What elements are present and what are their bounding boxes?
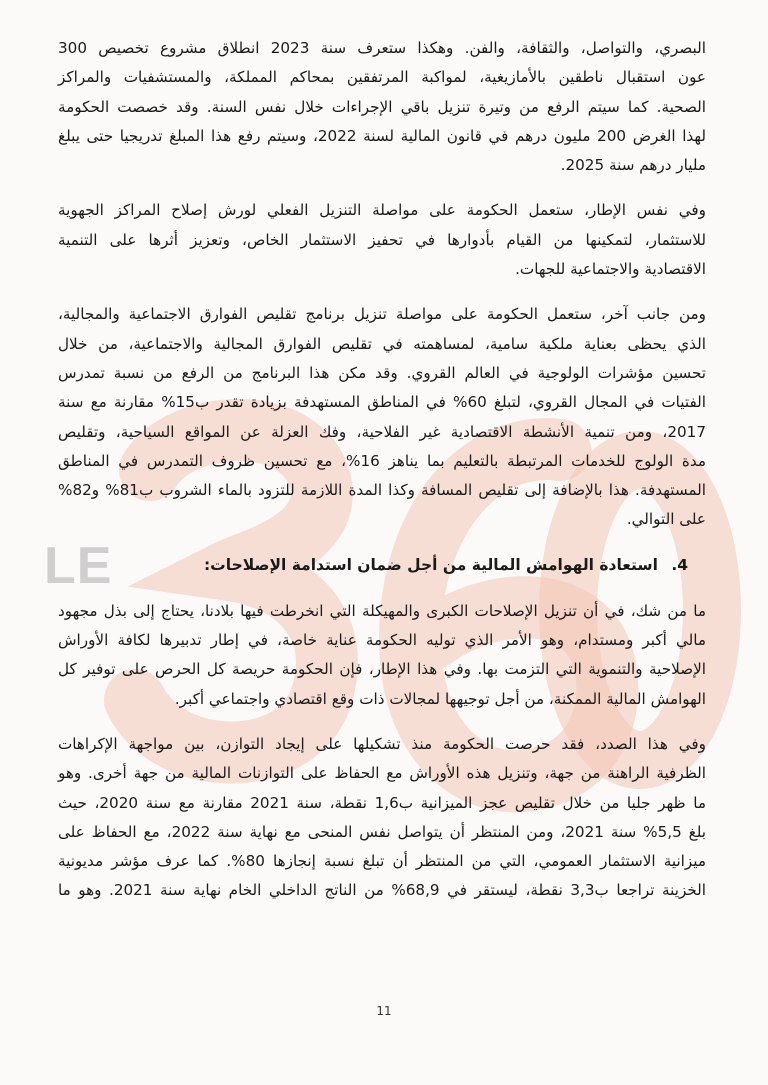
text-line: المستهدفة. هذا بالإضافة إلى تقليص المسافة وكذا المدة اللازمة للتزود بالماء الشروب ب81% و82% [58,481,706,500]
text-line: ما من شك، في أن تنزيل الإصلاحات الكبرى والمهيكلة التي انخرطت فيها بلادنا، يحتاج إلى بذل مجهود [58,601,706,620]
text-line: الخزينة تراجعا ب3,3 نقطة، ليستقر في 68,9% من الناتج الداخلي الخام نهاية سنة 2021. وهو ما [58,881,707,900]
section-heading [58,551,688,579]
text-line: تحسين مؤشرات الولوجية في العالم القروي. وقد مكن هذا البرنامج من الرفع من نسبة تمدرس [58,363,706,382]
paragraph-1 [58,34,706,180]
text-line: الفتيات في المجال القروي، لتبلغ 60% في المناطق المستهدفة بزيادة تقدر ب15% مقارنة مع سنة [58,393,706,412]
text-line: للاستثمار، لتمكينها من القيام بأدوارها في تحفيز الاستثمار الخاص، وتعزيز أثرها على التنمية [58,230,706,249]
watermark-le-text: LE [44,537,113,595]
text-line: عون استقبال ناطقين بالأمازيغية، لمواكبة المرتفقين بمحاكم المملكة، والمستشفيات والمراكز [58,68,706,87]
section-number: 4. [671,555,688,574]
text-line: وفي هذا الصدد، فقد حرصت الحكومة منذ تشكيلها على إيجاد التوازن، بين مواجهة الإكراهات [58,734,706,753]
page-number: 11 [376,1004,392,1018]
text-line: ومن جانب آخر، ستعمل الحكومة على مواصلة تنزيل برنامج تقليص الفوارق الاجتماعية والمجالية، [58,305,706,324]
paragraph-5 [58,730,706,906]
section-title: استعادة الهوامش المالية من أجل ضمان استدامة الإصلاحات: [203,555,658,574]
text-line: الهوامش المالية الممكنة، من أجل توجيهها لمجالات ذات وقع اقتصادي واجتماعي أكبر. [174,689,706,708]
text-line: الاقتصادية والاجتماعية للجهات. [515,260,706,279]
text-line: 2017، ومن تنمية الأنشطة الاقتصادية غير الفلاحية، وفك العزلة عن المواقع السياحية، وتقليص [58,422,706,441]
text-line: بلغ 5,5% سنة 2021، ومن المنتظر أن يتواصل نفس المنحى مع نهاية سنة 2022، مع الحفاظ على [58,822,707,841]
text-line: لهذا الغرض 200 مليون درهم في قانون المالية لسنة 2022، وسيتم رفع هذا المبلغ تدريجيا حتى يبلغ [58,126,707,145]
text-line: الظرفية الراهنة من جهة، وتنزيل هذه الأوراش مع الحفاظ على التوازنات المالية من جهة أخرى. وهو [58,764,706,783]
text-line: الصحية. كما سيتم الرفع من وتيرة تنزيل باقي الإجراءات خلال نفس السنة. وقد خصصت الحكومة [58,97,706,116]
text-line: البصري، والتواصل، والثقافة، والفن. وهكذا ستعرف سنة 2023 انطلاق مشروع تخصيص 300 [58,39,706,57]
paragraph-4 [58,597,706,714]
text-line: وفي نفس الإطار، ستعمل الحكومة على مواصلة التنزيل الفعلي لورش إصلاح المراكز الجهوية [58,201,706,220]
text-line: الإصلاحية والتنموية التي التزمت بها. وفي هذا الإطار، فإن الحكومة حريصة كل الحرص على توفير كل [58,660,706,679]
paragraph-3 [58,300,706,534]
text-line: الذي يحظى بعناية ملكية سامية، لمساهمته في تقليص الفوارق المجالية والاجتماعية، من خلال [58,334,706,353]
text-line: على التوالي. [626,510,706,529]
paragraph-2 [58,196,706,284]
text-line: ما ظهر جليا من خلال تقليص عجز الميزانية ب1,6 نقطة، سنة 2021 مقارنة مع سنة 2020، حيث [58,793,706,812]
text-line: ميزانية الاستثمار العمومي، التي من المنتظر أن تبلغ نسبة إنجازها 80%. كما عرف مؤشر مديونية [58,852,706,871]
text-line: مالي أكبر ومستدام، وهو الأمر الذي توليه الحكومة عناية خاصة، في إطار تدبيرها لكافة الأوراش [58,631,706,650]
text-line: مليار درهم سنة 2025. [560,156,706,175]
text-line: مدة الولوج للخدمات المرتبطة بالتعليم بما يناهز 16%، مع تحسين ظروف التمدرس في المناطق [58,451,706,470]
